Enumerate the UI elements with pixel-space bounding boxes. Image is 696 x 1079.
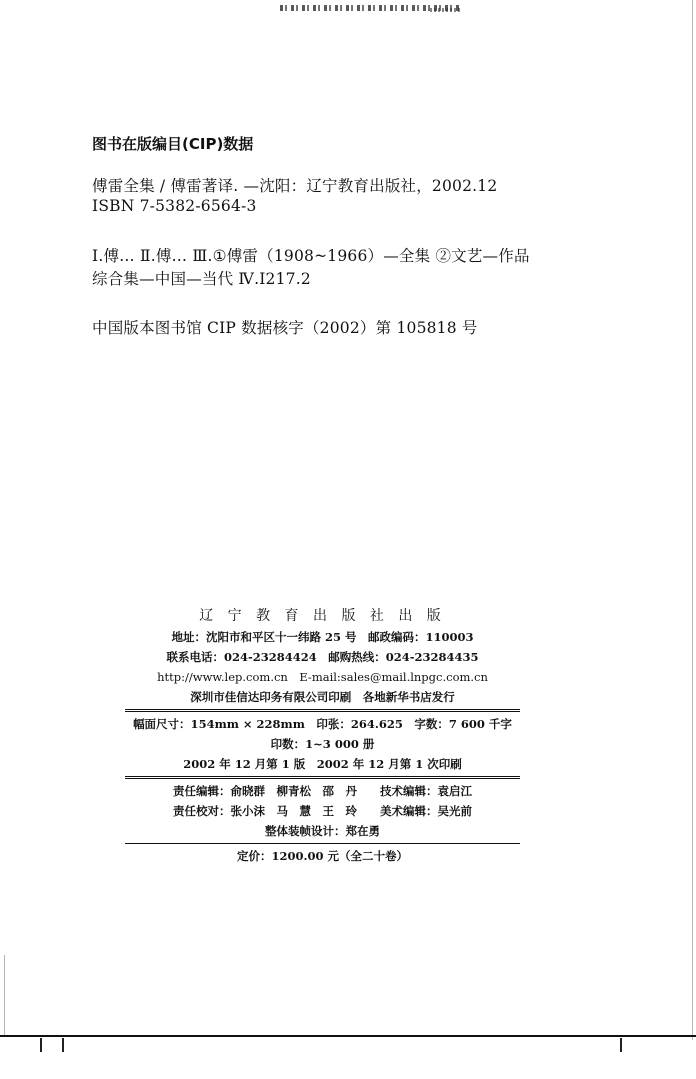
page-bottom-ticks: [40, 1038, 64, 1052]
cip-classification-line1: Ⅰ.傅… Ⅱ.傅… Ⅲ.①傅雷（1908~1966）—全集 ②文艺—作品: [92, 247, 530, 265]
colophon-rule-1: [125, 709, 520, 712]
colophon-rule-3: [125, 843, 520, 844]
cip-title-line: 傅雷全集 / 傅雷著译. —沈阳：辽宁教育出版社，2002.12: [92, 177, 498, 195]
publisher-address: 地址：沈阳市和平区十一纬路 25 号 邮政编码：110003: [171, 630, 474, 644]
page-edge-left: [4, 955, 5, 1035]
page-bottom-rule: [0, 1035, 696, 1037]
cip-classification-line2: 综合集—中国—当代 Ⅳ.I217.2: [92, 270, 311, 288]
printer-info: 深圳市佳信达印务有限公司印刷 各地新华书店发行: [190, 690, 455, 704]
price: 定价：1200.00 元（全二十卷）: [236, 849, 409, 863]
print-run: 印数：1~3 000 册: [270, 737, 375, 751]
page-edge-right: [692, 0, 693, 1040]
cip-heading: 图书在版编目(CIP)数据: [92, 135, 254, 153]
publisher-web: http://www.lep.com.cn E-mail:sales@mail.lnpgc.com.cn: [157, 670, 488, 684]
publisher-phone: 联系电话：024-23284424 邮购热线：024-23284435: [166, 650, 479, 664]
publisher-name: 辽 宁 教 育 出 版 社 出 版: [199, 608, 446, 624]
colophon-block: [125, 605, 520, 866]
cip-verification-number: 中国版本图书馆 CIP 数据核字（2002）第 105818 号: [92, 319, 478, 337]
page-bottom-tick-right: [620, 1038, 622, 1052]
colophon-rule-2: [125, 776, 520, 779]
cip-isbn: ISBN 7-5382-6564-3: [92, 197, 257, 215]
scan-artifact-top-small: [430, 8, 460, 12]
responsible-editors: 责任编辑：俞晓群 柳青松 邵 丹 技术编辑：袁启江: [173, 784, 472, 798]
cover-designer: 整体装帧设计：郑在勇: [265, 824, 380, 838]
format-specs: 幅面尺寸：154mm × 228mm 印张：264.625 字数：7 600 千字: [133, 717, 512, 731]
responsible-proofreaders: 责任校对：张小沫 马 慧 王 玲 美术编辑：吴光前: [173, 804, 472, 818]
edition-info: 2002 年 12 月第 1 版 2002 年 12 月第 1 次印刷: [183, 757, 462, 771]
